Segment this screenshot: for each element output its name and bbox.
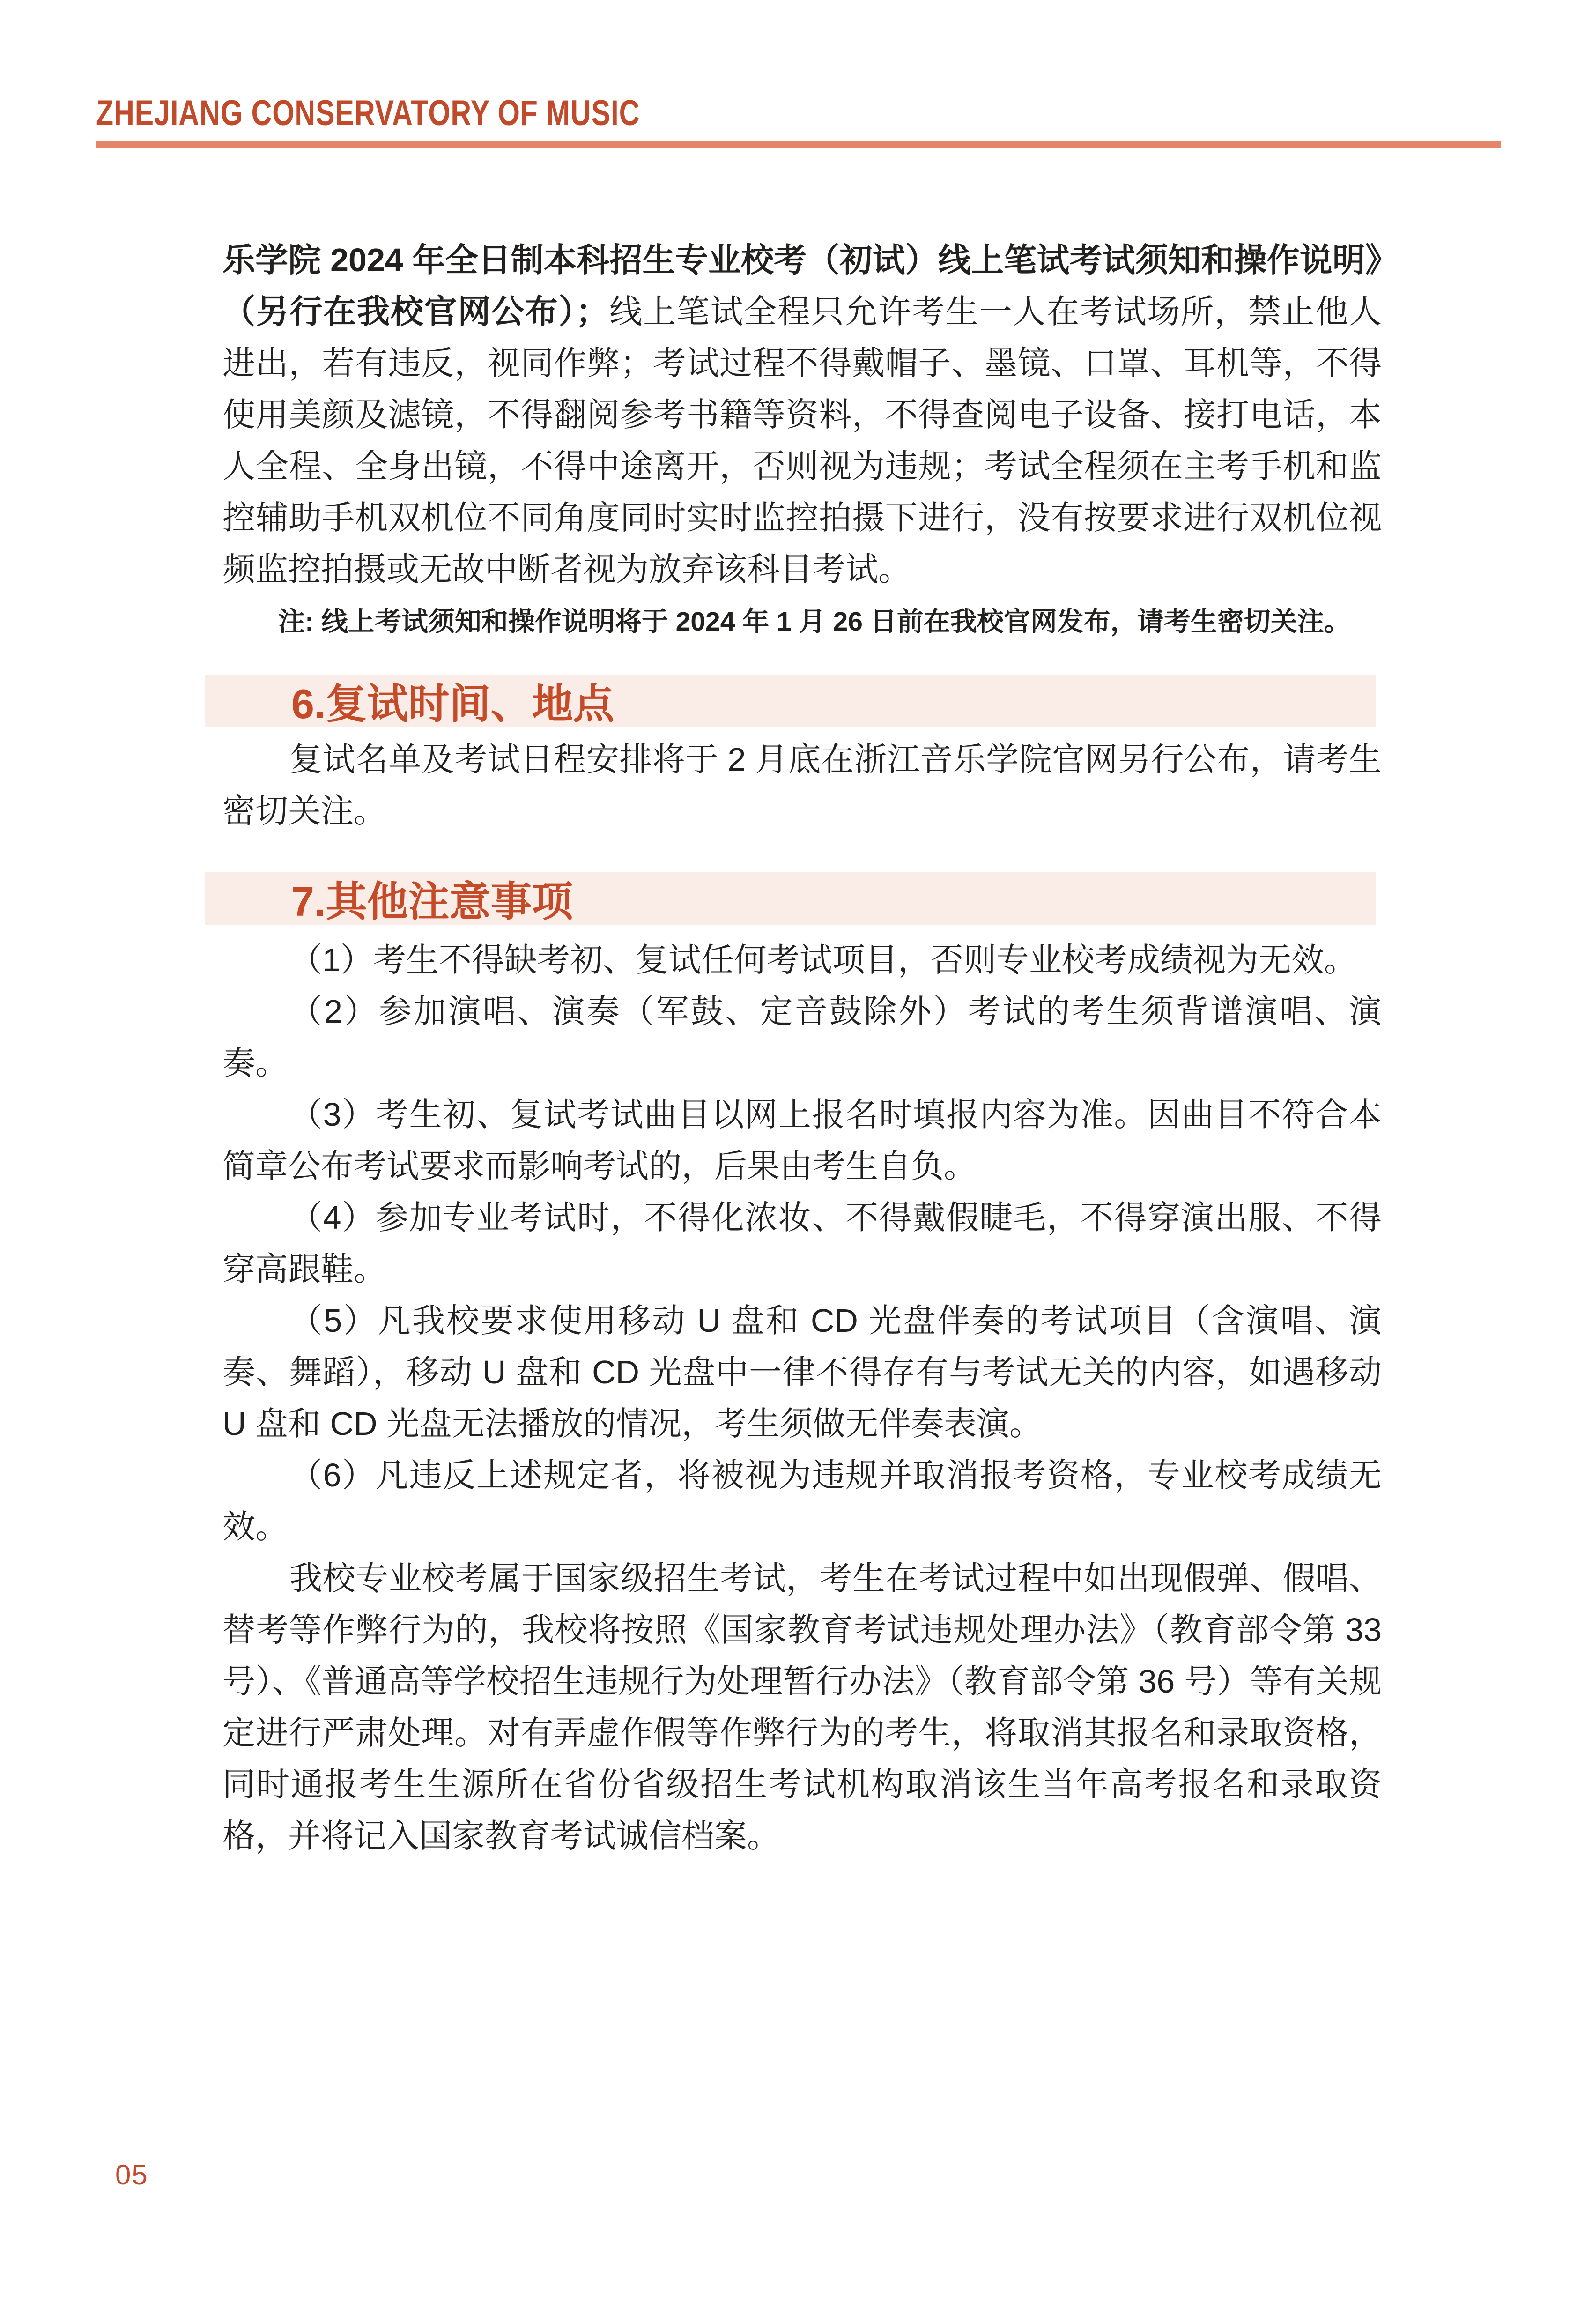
section7-item-6: （6）凡违反上述规定者，将被视为违规并取消报考资格，专业校考成绩无效。 xyxy=(222,1457,1382,1545)
section7-heading-bar xyxy=(205,872,1376,925)
section6-paragraph: 复试名单及考试日程安排将于 2 月底在浙江音乐学院官网另行公布，请考生密切关注。 xyxy=(222,741,1382,829)
section7-body xyxy=(222,934,1382,1862)
intro-regular-text: 线上笔试全程只允许考生一人在考试场所，禁止他人进出，若有违反，视同作弊；考试过程不得戴帽子、墨镜、口罩、耳机等，不得使用美颜及滤镜，不得翻阅参考书籍等资料，不得查阅电子设备、接打电话，本人全程、全身出镜，不得中途离开，否则视为违规；考试全程须在主考手机和监控辅助手机双机位不同角度同时实时监控拍摄下进行，没有按要求进行双机位视频监控拍摄或无故中断者视为放弃该科目考试。 xyxy=(222,293,1382,587)
header-divider-rule xyxy=(96,141,1501,148)
section7-closing-paragraph: 我校专业校考属于国家级招生考试，考生在考试过程中如出现假弹、假唱、替考等作弊行为的，我校将按照《国家教育考试违规处理办法》（教育部令第 33 号）、《普通高等学校招生违规行为处理暂行办法》（教育部令第 36 号）等有关规定进行严肃处理。对有弄虚作假等作弊行为的考生，将取消其报名和录取资格，同时通报考生生源所在省份省级招生考试机构取消该生当年高考报名和录取资格，并将记入国家教育考试诚信档案。 xyxy=(222,1560,1382,1854)
section7-item-4: （4）参加专业考试时，不得化浓妆、不得戴假睫毛，不得穿演出服、不得穿高跟鞋。 xyxy=(222,1199,1382,1287)
page-number: 05 xyxy=(115,2159,148,2190)
section6-heading-bar xyxy=(205,675,1376,727)
intro-paragraph xyxy=(222,234,1382,595)
section6-heading: 6.复试时间、地点 xyxy=(291,681,615,727)
section7-item-5: （5）凡我校要求使用移动 U 盘和 CD 光盘伴奏的考试项目（含演唱、演奏、舞蹈），移动 U 盘和 CD 光盘中一律不得存有与考试无关的内容，如遇移动 U 盘和 CD 光盘无法播放的情况，考生须做无伴奏表演。 xyxy=(222,1302,1382,1442)
section7-heading: 7.其他注意事项 xyxy=(291,878,573,925)
section7-item-3: （3）考生初、复试考试曲目以网上报名时填报内容为准。因曲目不符合本简章公布考试要求而影响考试的，后果由考生自负。 xyxy=(222,1096,1382,1184)
section7-item-2: （2）参加演唱、演奏（军鼓、定音鼓除外）考试的考生须背谱演唱、演奏。 xyxy=(222,993,1382,1081)
section7-item-1: （1）考生不得缺考初、复试任何考试项目，否则专业校考成绩视为无效。 xyxy=(289,942,1357,978)
exam-note-text: 注: 线上考试须知和操作说明将于 2024 年 1 月 26 日前在我校官网发布，请考生密切关注。 xyxy=(278,607,1351,637)
intro-bold-text: 乐学院 2024 年全日制本科招生专业校考（初试）线上笔试考试须知和操作说明》（另行在我校官网公布）； xyxy=(222,242,1382,330)
header-brand-text: ZHEJIANG CONSERVATORY OF MUSIC xyxy=(96,93,640,133)
section6-body xyxy=(222,734,1382,837)
intro-paragraph-text xyxy=(222,234,1382,595)
